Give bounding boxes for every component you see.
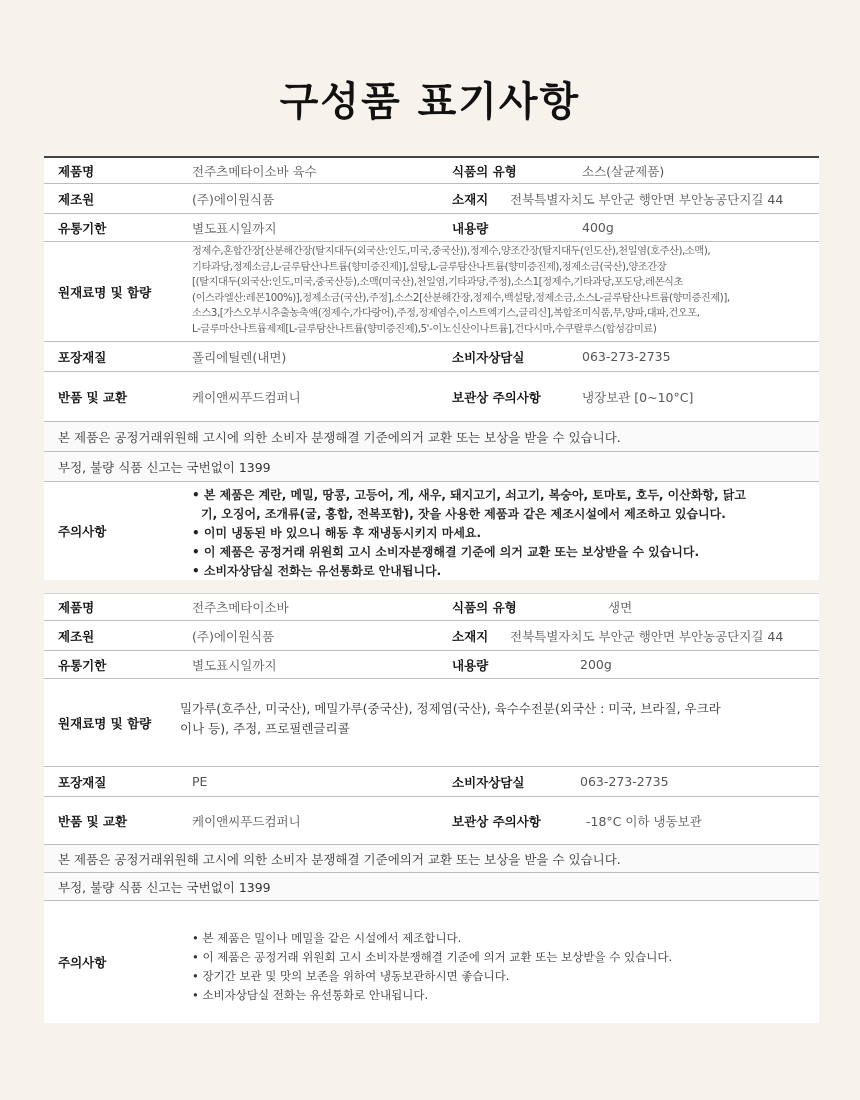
row-product-name bbox=[44, 156, 819, 184]
packaging-value: 폴리에틸렌(내면) bbox=[192, 349, 287, 365]
product-sheet-2 bbox=[44, 593, 819, 1023]
ingredients-line: (이스라엘산:레몬100%)],정제소금(국산),주정],소스2[산분해간장,정제수,백설탕,정제소금,소스L-글루탐산나트륨(향미증진제)], bbox=[192, 292, 730, 304]
return-label: 반품 및 교환 bbox=[58, 389, 128, 405]
ingredients-line: 밀가루(호주산, 미국산), 메밀가루(중국산), 정제염(국산), 육수수전분(외국산 : 미국, 브라질, 우크라 bbox=[180, 701, 721, 716]
caution-list bbox=[192, 486, 746, 580]
row-notice-1 bbox=[44, 845, 819, 873]
row-ingredients bbox=[44, 679, 819, 767]
packaging-label: 포장재질 bbox=[58, 349, 107, 365]
caution-item: • 장기간 보관 및 맛의 보존을 위하여 냉동보관하시면 좋습니다. bbox=[192, 969, 510, 983]
location-label: 소재지 bbox=[452, 628, 489, 644]
maker-label: 제조원 bbox=[58, 628, 95, 644]
expiry-value: 별도표시일까지 bbox=[192, 220, 277, 236]
ingredients-line: 이나 등), 주정, 프로필렌글리콜 bbox=[180, 721, 350, 736]
caution-item: • 소비자상담실 전화는 유선통화로 안내됩니다. bbox=[192, 988, 429, 1002]
return-value: 케이앤씨푸드컴퍼니 bbox=[192, 813, 301, 829]
caution-label: 주의사항 bbox=[58, 524, 107, 539]
expiry-label: 유통기한 bbox=[58, 657, 107, 673]
product-name-label: 제품명 bbox=[58, 600, 95, 615]
location-value: 전북특별자치도 부안군 행안면 부안농공단지길 44 bbox=[510, 191, 784, 207]
food-type-label: 식품의 유형 bbox=[452, 163, 517, 179]
expiry-label: 유통기한 bbox=[58, 220, 107, 236]
row-caution bbox=[44, 901, 819, 1023]
row-notice-1 bbox=[44, 422, 819, 452]
ingredients-label: 원재료명 및 함량 bbox=[58, 284, 152, 300]
storage-value: -18°C 이하 냉동보관 bbox=[586, 813, 702, 829]
row-expiry bbox=[44, 651, 819, 679]
volume-label: 내용량 bbox=[452, 657, 489, 673]
product-name-value: 전주츠메타이소바 bbox=[192, 600, 289, 615]
food-type-label: 식품의 유형 bbox=[452, 600, 517, 615]
caution-item: • 본 제품은 계란, 메밀, 땅콩, 고등어, 게, 새우, 돼지고기, 쇠고기, 복숭아, 토마토, 호두, 이산화항, 닭고 bbox=[192, 488, 746, 502]
notice-text: 본 제품은 공정거래위원해 고시에 의한 소비자 분쟁해결 기준에의거 교환 또는 보상을 받을 수 있습니다. bbox=[58, 429, 621, 445]
row-ingredients bbox=[44, 242, 819, 342]
storage-label: 보관상 주의사항 bbox=[452, 813, 541, 829]
notice-text: 본 제품은 공정거래위원해 고시에 의한 소비자 분쟁해결 기준에의거 교환 또는 보상을 받을 수 있습니다. bbox=[58, 851, 621, 867]
volume-value: 400g bbox=[582, 220, 614, 235]
row-product-name bbox=[44, 593, 819, 621]
location-label: 소재지 bbox=[452, 191, 489, 207]
consumer-center-label: 소비자상담실 bbox=[452, 349, 525, 365]
product-name-label: 제품명 bbox=[58, 163, 95, 179]
caution-label: 주의사항 bbox=[58, 955, 107, 970]
row-packaging bbox=[44, 342, 819, 372]
ingredients-label: 원재료명 및 함량 bbox=[58, 715, 152, 731]
location-value: 전북특별자치도 부안군 행안면 부안농공단지길 44 bbox=[510, 628, 784, 644]
caution-item: • 소비자상담실 전화는 유선통화로 안내됩니다. bbox=[192, 564, 442, 578]
maker-value: (주)에이원식품 bbox=[192, 191, 275, 207]
page-title: 구성품 표기사항 bbox=[279, 79, 581, 125]
volume-label: 내용량 bbox=[452, 220, 489, 236]
consumer-center-label: 소비자상담실 bbox=[452, 774, 525, 790]
row-maker bbox=[44, 184, 819, 214]
ingredients-line: 기타과당,정제소금,L-글루탐산나트륨(향미증진제)],설탕,L-글루탐산나트륨(향미증진제),정제소금(국산),양조간장 bbox=[192, 261, 667, 273]
caution-item: • 이 제품은 공정거래 위원회 고시 소비자분쟁해결 기준에 의거 교환 또는 보상받을 수 있습니다. bbox=[192, 950, 673, 964]
maker-value: (주)에이원식품 bbox=[192, 628, 275, 644]
ingredients-line: L-글루마산나트륨제제[L-글루탐산나트륨(향미증진제),5'-이노신산이나트륨],건다시마,수쿠랄루스(합성감미료) bbox=[192, 323, 657, 335]
report-text: 부정, 불량 식품 신고는 국번없이 1399 bbox=[58, 459, 271, 475]
caution-item: • 본 제품은 밀이나 메밀을 같은 시설에서 제조합니다. bbox=[192, 931, 462, 945]
row-packaging bbox=[44, 767, 819, 797]
return-label: 반품 및 교환 bbox=[58, 813, 128, 829]
row-return bbox=[44, 797, 819, 845]
expiry-value: 별도표시일까지 bbox=[192, 657, 277, 673]
product-name-value: 전주츠메타이소바 육수 bbox=[192, 163, 317, 179]
packaging-label: 포장재질 bbox=[58, 774, 107, 790]
food-type-value: 소스(살균제품) bbox=[582, 163, 665, 179]
storage-value: 냉장보관 [0~10°C] bbox=[582, 389, 694, 405]
row-notice-2 bbox=[44, 452, 819, 482]
ingredients-line: 소스3,[가스오부시추출농축액(정제수,가다랑어),주정,정제염수,이스트엑기스,글리신],복합조미식품,무,양파,대파,건오포, bbox=[192, 308, 700, 320]
product-sheet-1 bbox=[44, 156, 819, 580]
storage-label: 보관상 주의사항 bbox=[452, 389, 541, 405]
caution-item: 기, 오징어, 조개류(굴, 홍합, 전복포함), 잣을 사용한 제품과 같은 제조시설에서 제조하고 있습니다. bbox=[201, 507, 726, 521]
caution-list bbox=[192, 929, 672, 1005]
return-value: 케이앤씨푸드컴퍼니 bbox=[192, 389, 301, 405]
row-return bbox=[44, 372, 819, 422]
ingredients-line: 정제수,혼합간장[산분해간장(탈지대두(외국산:인도,미국,중국산)),정제수,양조간장(탈지대두(인도산),천일염(호주산),소맥), bbox=[192, 246, 711, 257]
packaging-value: PE bbox=[192, 774, 208, 789]
volume-value: 200g bbox=[580, 657, 612, 672]
row-caution bbox=[44, 482, 819, 580]
consumer-center-value: 063-273-2735 bbox=[580, 774, 669, 789]
row-expiry bbox=[44, 214, 819, 242]
caution-item: • 이미 냉동된 바 있으니 해동 후 재냉동시키지 마세요. bbox=[192, 526, 482, 540]
ingredients-text bbox=[180, 699, 810, 739]
food-type-value: 생면 bbox=[608, 600, 633, 615]
maker-label: 제조원 bbox=[58, 191, 95, 207]
row-maker bbox=[44, 621, 819, 651]
ingredients-line: [(탈지대두(외국산:인도,미국,중국산등),소맥(미국산),천일염,기타과당,주정),소스1[정제수,기타과당,포도당,레몬식초 bbox=[192, 277, 683, 289]
consumer-center-value: 063-273-2735 bbox=[582, 349, 671, 364]
row-notice-2 bbox=[44, 873, 819, 901]
caution-item: • 이 제품은 공정거래 위원회 고시 소비자분쟁해결 기준에 의거 교환 또는 보상받을 수 있습니다. bbox=[192, 545, 700, 559]
report-text: 부정, 불량 식품 신고는 국번없이 1399 bbox=[58, 879, 271, 895]
ingredients-text bbox=[192, 244, 817, 338]
